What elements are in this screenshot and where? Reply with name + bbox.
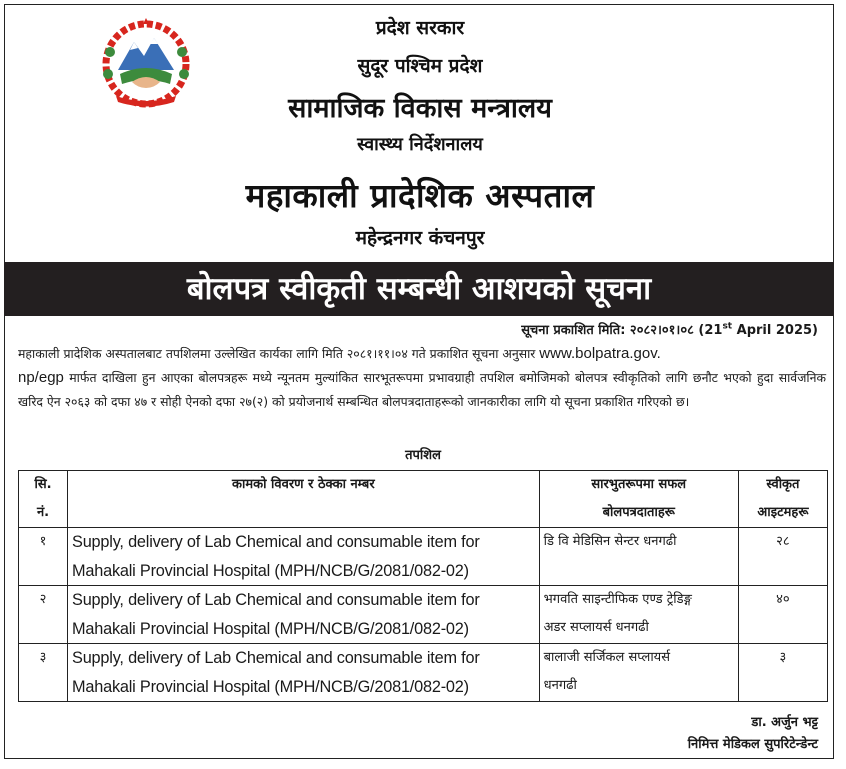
row-items: ३: [738, 644, 827, 702]
header-line-4: स्वास्थ्य निर्देशनालय: [357, 134, 483, 155]
row-sn: १: [19, 528, 68, 586]
intro-paragraph: [18, 342, 826, 414]
award-table: [18, 470, 828, 702]
publication-date-label: सूचना प्रकाशित मिति: २०८२।०१।०८: [521, 323, 699, 338]
header-sn: [19, 471, 68, 528]
row-items: २८: [738, 528, 827, 586]
notice-title-banner: बोलपत्र स्वीकृती सम्बन्धी आशयको सूचना: [4, 262, 834, 316]
row-bidder-line-2: धनगढी: [543, 678, 577, 693]
header-bidder: [539, 471, 738, 528]
table-header-row: [19, 471, 828, 528]
row-desc-line-2: Mahakali Provincial Hospital (MPH/NCB/G/2081/082-02): [72, 561, 469, 580]
header-line-2: सुदूर पश्चिम प्रदेश: [357, 55, 483, 77]
table-row: [19, 586, 828, 644]
header-sn-2: नं.: [36, 505, 50, 520]
intro-text-1: महाकाली प्रादेशिक अस्पतालबाट तपशिलमा उल्लेखित कार्यका लागि मिति २०८१।११।०४ गते प्रकाशित सूचना अनुसार: [18, 346, 540, 361]
signatory-title: निमित्त मेडिकल सुपरिटेन्डेन्ट: [687, 737, 818, 752]
header-bidder-1: सारभुतरूपमा सफल: [591, 477, 687, 492]
row-description: [68, 528, 540, 586]
bolpatra-url-part-2: np/egp: [18, 369, 64, 386]
publication-date-en-prefix: (21: [698, 323, 723, 338]
publication-date-en-sup: st: [722, 321, 733, 332]
row-desc-line-2: Mahakali Provincial Hospital (MPH/NCB/G/2081/082-02): [72, 619, 469, 638]
row-sn: ३: [19, 644, 68, 702]
row-desc-line-2: Mahakali Provincial Hospital (MPH/NCB/G/2081/082-02): [72, 677, 469, 696]
row-description: [68, 644, 540, 702]
row-bidder: [539, 528, 738, 586]
row-items: ४०: [738, 586, 827, 644]
row-desc-line-1: Supply, delivery of Lab Chemical and consumable item for: [72, 591, 480, 609]
publication-date-en-suffix: April 2025): [732, 323, 818, 338]
header-bidder-2: बोलपत्रदाताहरू: [602, 505, 675, 520]
header-items: [738, 471, 827, 528]
header-line-3: सामाजिक विकास मन्त्रालय: [288, 93, 552, 124]
row-desc-line-1: Supply, delivery of Lab Chemical and consumable item for: [72, 533, 480, 551]
hospital-name: महाकाली प्रादेशिक अस्पताल: [245, 176, 595, 215]
intro-text-2: मार्फत दाखिला हुन आएका बोलपत्रहरू मध्ये न्यूनतम मुल्यांकित सारभूतरूपमा प्रभावग्राही तपशिल बमोजिमको बोलपत्र स्वीकृतिको लागि छनौट भएको हुदा सार्वजनिक खरिद ऐन २०६३ को दफा ४७ र सोही ऐनको दफा २७(२) को प्रयोजनार्थ सम्बन्धित बोलपत्रदाताहरूको जानकारीका लागि यो सूचना प्रकाशित गरिएको छ।: [18, 370, 826, 409]
header-line-1: प्रदेश सरकार: [375, 17, 465, 39]
header-items-1: स्वीकृत: [766, 477, 800, 492]
header-items-2: आइटमहरू: [757, 505, 809, 520]
row-bidder: [539, 644, 738, 702]
row-bidder-line-1: भगवति साइन्टीफिक एण्ड ट्रेडिङ्ग: [543, 592, 692, 607]
row-bidder: [539, 586, 738, 644]
publication-date: [521, 320, 818, 338]
row-desc-line-1: Supply, delivery of Lab Chemical and consumable item for: [72, 649, 480, 667]
header-sn-1: सि.: [34, 477, 52, 492]
hospital-location: महेन्द्रनगर कंचनपुर: [355, 227, 485, 249]
table-caption: तपशिल: [405, 448, 441, 463]
row-description: [68, 586, 540, 644]
row-sn: २: [19, 586, 68, 644]
row-bidder-line-1: बालाजी सर्जिकल सप्लायर्स: [543, 650, 671, 665]
row-bidder-line-1: डि वि मेडिसिन सेन्टर धनगढी: [543, 534, 677, 549]
row-bidder-line-2: अडर सप्लायर्स धनगढी: [543, 620, 649, 635]
header-description: कामको विवरण र ठेक्का नम्बर: [68, 471, 540, 528]
bolpatra-url-part-1: www.bolpatra.gov.: [539, 345, 661, 362]
signatory-name: डा. अर्जुन भट्ट: [751, 715, 818, 730]
table-row: [19, 528, 828, 586]
table-row: [19, 644, 828, 702]
